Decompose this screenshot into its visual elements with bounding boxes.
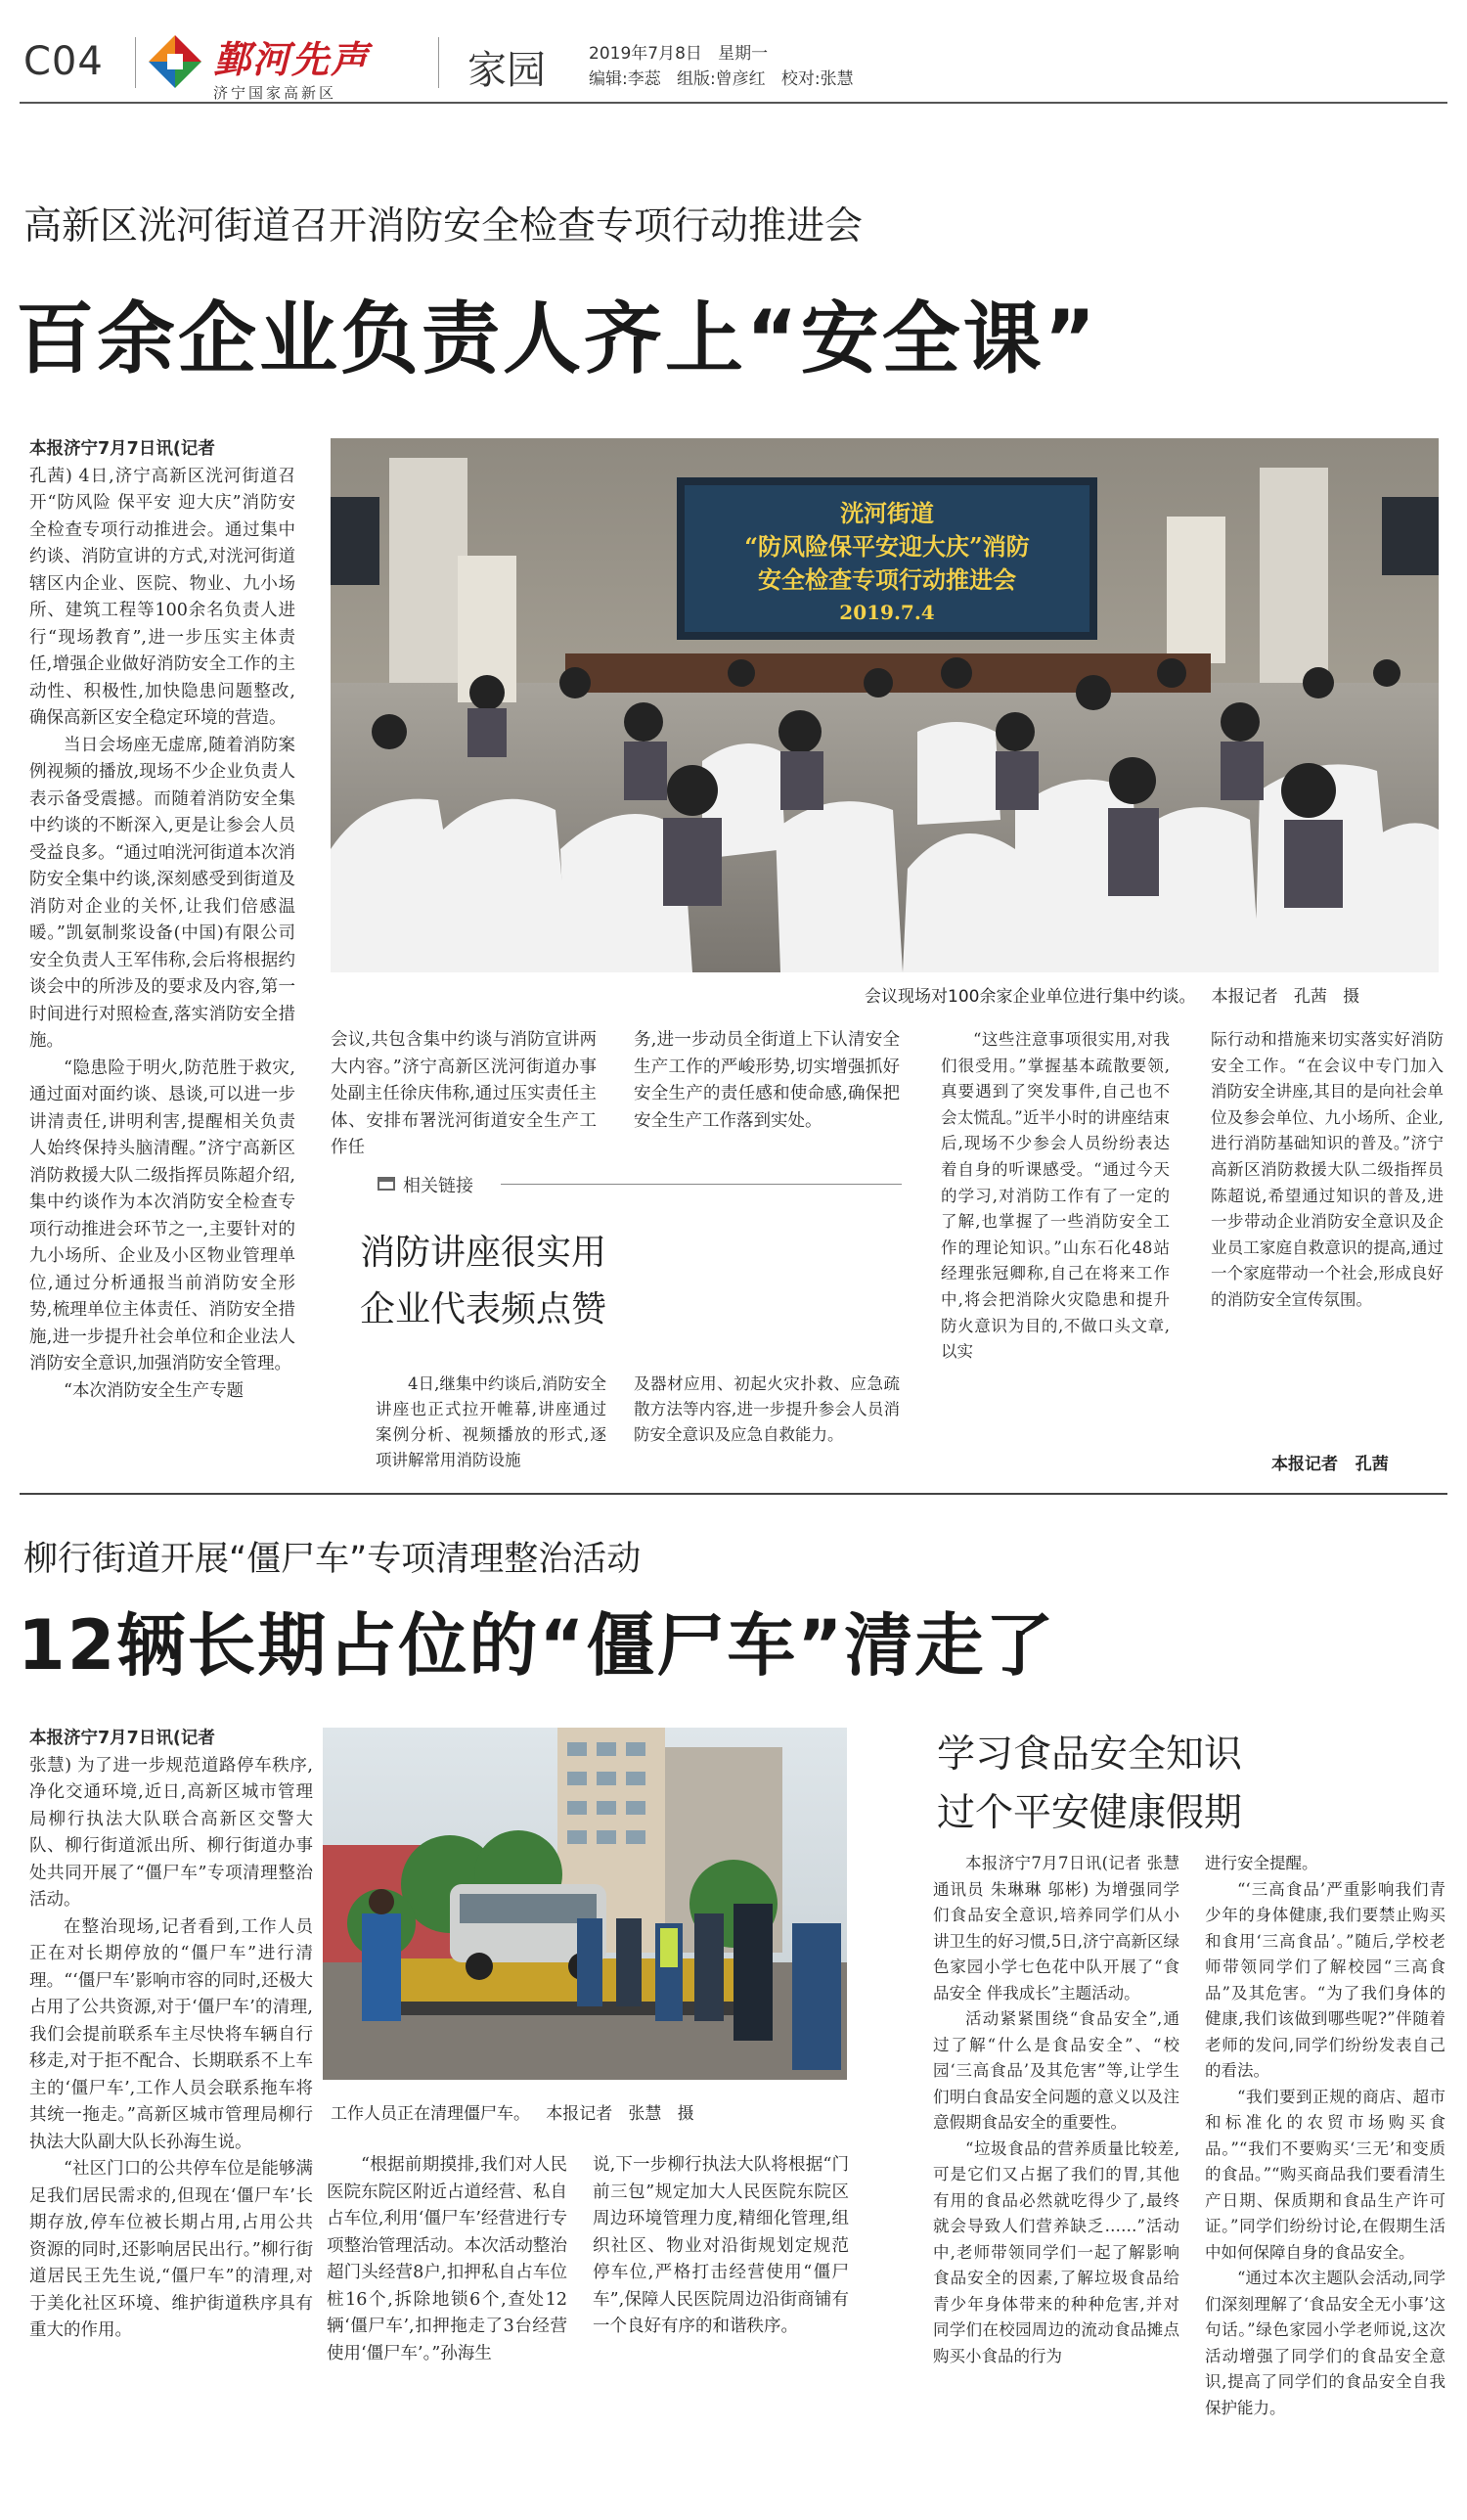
date-line: 2019年7月8日 星期一 xyxy=(589,44,769,64)
story3-col1 xyxy=(933,1851,1179,2510)
paragraph: 及器材应用、初起火灾扑救、应急疏散方法等内容,进一步提升参会人员消防安全意识及应急自救能力。 xyxy=(634,1374,900,1444)
story1-photo xyxy=(331,438,1439,972)
story1-kicker: 高新区洸河街道召开消防安全检查专项行动推进会 xyxy=(23,204,864,248)
page-number: C04 xyxy=(23,39,104,84)
story1-col3 xyxy=(634,1027,900,1164)
paragraph: 在整治现场,记者看到,工作人员正在对长期停放的“僵尸车”进行清理。“‘僵尸车’影响市容的同时,还极大占用了公共资源,对于‘僵尸车’的清理,我们会提前联系车主尽快将车辆自行移走,对于拒不配合、长期联系不上车主的‘僵尸车’,工作人员会联系拖车将其统一拖走。”高新区城市管理局柳行执法大队副大队长孙海生说。 xyxy=(29,1916,313,2152)
paragraph: “根据前期摸排,我们对人民医院东院区附近占道经营、私自占车位,利用‘僵尸车’经营进行专项整治管理活动。本次活动整治超门头经营8户,扣押私自占车位桩16个,拆除地锁6个,查处12辆‘僵尸车’,扣押拖走了3台经营使用‘僵尸车’。”孙海生 xyxy=(327,2155,567,2363)
story2-col3 xyxy=(593,2152,849,2510)
paragraph: “我们要到正规的商店、超市和标准化的农贸市场购买食品。”“我们不要购买‘三无’和变质的食品。”“购买商品我们要看清生产日期、保质期和食品生产许可证。”同学们纷纷讨论,在假期生活中如何保障自身的食品安全。 xyxy=(1205,2087,1445,2262)
paragraph: 说,下一步柳行执法大队将根据“门前三包”规定加大人民医院东院区周边环境管理力度,精细化管理,组织社区、物业对沿街规划定规范停车位,严格打击经营使用“僵尸车”,保障人民医院周边沿街商铺有一个良好有序的和谐秩序。 xyxy=(593,2155,849,2336)
paragraph: “社区门口的公共停车位是能够满足我们居民需求的,但现在‘僵尸车’长期存放,停车位被长期占用,占用公共资源的同时,还影响居民出行。”柳行街道居民王先生说,“僵尸车”的清理,对于美化社区环境、维护街道秩序具有重大的作用。 xyxy=(29,2159,313,2340)
related-byline: 本报记者 孔茜 xyxy=(1271,1455,1389,1474)
story2-kicker: 柳行街道开展“僵尸车”专项清理整治活动 xyxy=(23,1540,642,1579)
paragraph: 进行安全提醒。 xyxy=(1205,1854,1318,1872)
paragraph: 本报济宁7月7日讯(记者 张慧 通讯员 朱琳琳 邬彬) 为增强同学们食品安全意识,培养同学们从小讲卫生的好习惯,5日,济宁高新区绿色家园小学七色花中队开展了“食品安全 伴我成长”主题活动。 xyxy=(933,1854,1179,2002)
related-title-2: 企业代表频点赞 xyxy=(360,1289,607,1329)
paragraph: 活动紧紧围绕“食品安全”,通过了解“什么是食品安全”、“校园‘三高食品’及其危害”等,让学生们明白食品安全问题的意义以及注意假期食品安全的重要性。 xyxy=(933,2009,1179,2132)
story2-dateline: 本报济宁7月7日讯(记者 xyxy=(29,1729,215,1748)
related-col1 xyxy=(376,1372,606,1479)
related-link-tag xyxy=(364,1172,911,1195)
logo-subtitle: 济宁国家高新区 xyxy=(213,84,337,102)
masthead-divider-2 xyxy=(438,37,439,88)
related-title-1: 消防讲座很实用 xyxy=(360,1233,607,1273)
paragraph: “通过本次主题队会活动,同学们深刻理解了‘食品安全无小事’这句话。”绿色家园小学老师说,这次活动增强了同学们的食品安全意识,提高了同学们的食品安全自我保护能力。 xyxy=(1205,2269,1445,2417)
story3-title-2: 过个平安健康假期 xyxy=(937,1791,1243,1835)
paragraph: 务,进一步动员全街道上下认清安全生产工作的严峻形势,切实增强抓好安全生产的责任感和使命感,确保把安全生产工作落到实处。 xyxy=(634,1030,900,1131)
story1-col2 xyxy=(331,1027,597,1164)
paragraph: 4日,继集中约谈后,消防安全讲座也正式拉开帷幕,讲座通过案例分析、视频播放的形式,逐项讲解常用消防设施 xyxy=(376,1374,606,1469)
related-link-label: 相关链接 xyxy=(403,1176,473,1196)
paragraph: “本次消防安全生产专题 xyxy=(64,1380,244,1401)
staff-line: 编辑:李蕊 组版:曾彦红 校对:张慧 xyxy=(589,69,854,89)
photo-banner-date: 2019.7.4 xyxy=(839,601,935,624)
section-name: 家园 xyxy=(467,48,546,93)
masthead-bottom-rule xyxy=(20,102,1447,104)
story2-col2 xyxy=(327,2152,567,2510)
paragraph: 当日会场座无虚席,随着消防案例视频的播放,现场不少企业负责人表示备受震撼。而随着消防安全集中约谈的不断深入,更是让参会人员受益良多。“通过咱洸河街道本次消防安全集中约谈,深刻感受到街道及消防对企业的关怀,让我们倍感温暖。”凯氨制浆设备(中国)有限公司安全负责人王军伟称,会后将根据约谈会中的所涉及的要求及内容,第一时间进行对照检查,落实消防安全措施。 xyxy=(29,735,295,1051)
paragraph: “‘三高食品’严重影响我们青少年的身体健康,我们要禁止购买和食用‘三高食品’。”随后,学校老师带领同学们了解校园“三高食品”及其危害。“为了我们身体的健康,我们该做到哪些呢?”伴随着老师的发问,同学们纷纷发表自己的看法。 xyxy=(1205,1879,1445,2080)
logo-text: 鄞河先声 xyxy=(213,37,371,81)
story1-dateline: 本报济宁7月7日讯(记者 xyxy=(29,439,215,459)
story2-photo-caption: 工作人员正在清理僵尸车。 本报记者 张慧 摄 xyxy=(331,2104,694,2124)
related-col3 xyxy=(941,1027,1170,1473)
paragraph: “这些注意事项很实用,对我们很受用。”掌握基本疏散要领,真要遇到了突发事件,自己也不会太慌乱。”近半小时的讲座结束后,现场不少参会人员纷纷表达着自身的听课感受。“通过今天的学习,对消防工作有了一定的了解,也掌握了一些消防安全工作的理论知识。”山东石化48站经理张冠卿称,自己在将来工作中,将会把消除火灾隐患和提升防火意识为目的,不做口头文章,以实 xyxy=(941,1030,1170,1362)
story3-col2 xyxy=(1205,1851,1445,2510)
paragraph: “垃圾食品的营养质量比较差,可是它们又占据了我们的胃,其他有用的食品必然就吃得少了,最终就会导致人们营养缺乏……”活动中,老师带领同学们一起了解影响食品安全的因素,了解垃圾食品给青少年身体带来的种种危害,并对同学们在校园周边的流动食品摊点购买小食品的行为 xyxy=(933,2138,1179,2365)
paragraph: 际行动和措施来切实落实好消防安全工作。“在会议中专门加入消防安全讲座,其目的是向社会单位及参会单位、九小场所、企业,进行消防基础知识的普及。”济宁高新区消防救援大队二级指挥员陈超说,希望通过知识的普及,进一步带动企业消防安全意识及企业员工家庭自救意识的提高,通过一个家庭带动一个社会,形成良好的消防安全宣传氛围。 xyxy=(1211,1030,1444,1309)
related-link-rule xyxy=(501,1184,902,1185)
paragraph: 孔茜) 4日,济宁高新区洸河街道召开“防风险 保平安 迎大庆”消防安全检查专项行动推进会。通过集中约谈、消防宣讲的方式,对洸河街道辖区内企业、医院、物业、九小场所、建筑工程等100余名负责人进行“现场教育”,进一步压实主体责任,增强企业做好消防安全工作的主动性、积极性,加快隐患问题整改,确保高新区安全稳定环境的营造。 xyxy=(29,466,295,728)
related-col4 xyxy=(1211,1027,1444,1448)
section-rule-1 xyxy=(20,1493,1447,1495)
story1-photo-caption: 会议现场对100余家企业单位进行集中约谈。 本报记者 孔茜 摄 xyxy=(865,987,1360,1007)
paragraph: “隐患险于明火,防范胜于救灾,通过面对面约谈、恳谈,可以进一步讲清责任,讲明利害,提醒相关负责人始终保持头脑清醒。”济宁高新区消防救援大队二级指挥员陈超介绍,集中约谈作为本次消防安全检查专项行动推进会环节之一,主要针对的九小场所、企业及小区物业管理单位,通过分析通报当前消防安全形势,梳理单位主体责任、消防安全措施,进一步提升社会单位和企业法人消防安全意识,加强消防安全管理。 xyxy=(29,1058,295,1373)
related-link-box-icon xyxy=(378,1177,395,1191)
story1-headline: 百余企业负责人齐上“安全课” xyxy=(16,293,1099,384)
story2-headline: 12辆长期占位的“僵尸车”清走了 xyxy=(18,1605,1056,1686)
masthead xyxy=(0,0,1467,108)
related-col2 xyxy=(634,1372,900,1479)
masthead-divider-1 xyxy=(135,37,136,88)
paragraph: 张慧) 为了进一步规范道路停车秩序,净化交通环境,近日,高新区城市管理局柳行执法大队联合高新区交警大队、柳行街道派出所、柳行街道办事处共同开展了“僵尸车”专项清理整治活动。 xyxy=(29,1755,313,1910)
story2-photo xyxy=(323,1728,847,2080)
paragraph: 会议,共包含集中约谈与消防宣讲两大内容。”济宁高新区洸河街道办事处副主任徐庆伟称,通过压实责任主体、安排布署洸河街道安全生产工作任 xyxy=(331,1030,597,1157)
story1-col1 xyxy=(29,436,295,1469)
story2-col1-upper xyxy=(29,1726,313,2510)
logo-mark-icon xyxy=(147,33,203,90)
photo-banner-text: 洸河街道 “防风险保平安迎大庆”消防 安全检查专项行动推进会 xyxy=(744,499,1030,594)
story3-title-1: 学习食品安全知识 xyxy=(937,1732,1243,1777)
